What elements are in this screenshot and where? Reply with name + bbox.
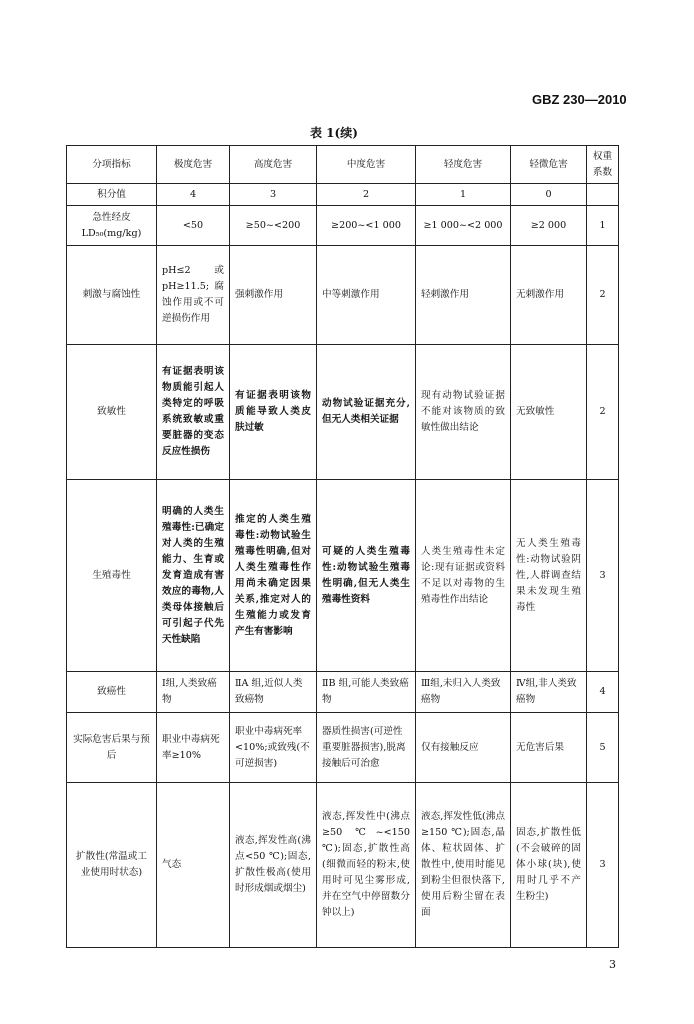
col-header: 权重系数 — [587, 146, 619, 184]
table-cell: 无危害后果 — [511, 713, 587, 783]
table-cell: 有证据表明该物质能引起人类特定的呼吸系统致敏或重要脏器的变态反应性损伤 — [157, 345, 230, 480]
table-cell: 中等刺激作用 — [317, 246, 416, 345]
col-header: 高度危害 — [230, 146, 317, 184]
weight-cell: 1 — [587, 206, 619, 246]
weight-cell: 5 — [587, 713, 619, 783]
col-header: 中度危害 — [317, 146, 416, 184]
table-cell: 可疑的人类生殖毒性:动物试验生殖毒性明确,但无人类生殖毒性资料 — [317, 480, 416, 672]
table-cell: 无刺激作用 — [511, 246, 587, 345]
row-label: 刺激与腐蚀性 — [67, 246, 157, 345]
row-label: 实际危害后果与预后 — [67, 713, 157, 783]
table-cell: ⅡA 组,近似人类致癌物 — [230, 672, 317, 713]
table-cell: 动物试验证据充分,但无人类相关证据 — [317, 345, 416, 480]
table-cell: 推定的人类生殖毒性:动物试验生殖毒性明确,但对人类生殖毒性作用尚未确定因果关系,推定对人的生殖能力或发育产生有害影响 — [230, 480, 317, 672]
col-header: 极度危害 — [157, 146, 230, 184]
table-row — [67, 206, 619, 246]
table-cell: 液态,挥发性高(沸点<50 ℃);固态,扩散性极高(使用时形成烟或烟尘) — [230, 783, 317, 948]
table-cell: 液态,挥发性中(沸点≥50 ℃~<150 ℃);固态,扩散性高(细微而轻的粉末,使用时可见尘雾形成,并在空气中停留数分钟以上) — [317, 783, 416, 948]
table-cell: 轻刺激作用 — [416, 246, 511, 345]
hazard-classification-table — [66, 145, 619, 948]
table-row — [67, 480, 619, 672]
header-row — [67, 146, 619, 184]
weight-cell: 3 — [587, 480, 619, 672]
table-cell: 无人类生殖毒性:动物试验阴性,人群调查结果未发现生殖毒性 — [511, 480, 587, 672]
table-cell: ≥50~<200 — [230, 206, 317, 246]
table-cell: ≥200~<1 000 — [317, 206, 416, 246]
weight-cell — [587, 184, 619, 206]
standard-number: GBZ 230—2010 — [532, 92, 627, 107]
table-cell: 职业中毒病死率≥10% — [157, 713, 230, 783]
row-label: 致癌性 — [67, 672, 157, 713]
table-cell: 固态,扩散性低(不会破碎的固体小球(块),使用时几乎不产生粉尘) — [511, 783, 587, 948]
score-cell: 2 — [317, 184, 416, 206]
score-cell: 3 — [230, 184, 317, 206]
table-cell: Ⅰ组,人类致癌物 — [157, 672, 230, 713]
table-cell: ≥1 000~<2 000 — [416, 206, 511, 246]
table-cell: 仅有接触反应 — [416, 713, 511, 783]
weight-cell: 4 — [587, 672, 619, 713]
table-cell: 强刺激作用 — [230, 246, 317, 345]
table-cell: ≥2 000 — [511, 206, 587, 246]
col-header: 轻微危害 — [511, 146, 587, 184]
table-cell: 职业中毒病死率<10%;或致残(不可逆损害) — [230, 713, 317, 783]
table-cell: <50 — [157, 206, 230, 246]
score-cell: 4 — [157, 184, 230, 206]
score-cell: 1 — [416, 184, 511, 206]
table-cell: 人类生殖毒性未定论:现有证据或资料不足以对毒物的生殖毒性作出结论 — [416, 480, 511, 672]
row-label: 扩散性(常温或工业使用时状态) — [67, 783, 157, 948]
table-cell: 液态,挥发性低(沸点≥150 ℃);固态,晶体、粒状固体、扩散性中,使用时能见到粉尘但很快落下,使用后粉尘留在表面 — [416, 783, 511, 948]
score-row — [67, 184, 619, 206]
table-cell: 有证据表明该物质能导致人类皮肤过敏 — [230, 345, 317, 480]
row-label: 致敏性 — [67, 345, 157, 480]
table-title: 表 1(续) — [310, 126, 358, 140]
table-row — [67, 246, 619, 345]
col-header: 轻度危害 — [416, 146, 511, 184]
table-cell: 明确的人类生殖毒性:已确定对人类的生殖能力、生育或发育造成有害效应的毒物,人类母体接触后可引起子代先天性缺陷 — [157, 480, 230, 672]
table-cell: 无致敏性 — [511, 345, 587, 480]
table-row — [67, 783, 619, 948]
row-label: 积分值 — [67, 184, 157, 206]
table-row — [67, 345, 619, 480]
table-cell: pH≤2 或 pH≥11.5;腐蚀作用或不可逆损伤作用 — [157, 246, 230, 345]
table-cell: ⅡB 组,可能人类致癌物 — [317, 672, 416, 713]
table-cell: 现有动物试验证据不能对该物质的致敏性做出结论 — [416, 345, 511, 480]
col-header: 分项指标 — [67, 146, 157, 184]
row-label: 生殖毒性 — [67, 480, 157, 672]
row-label: 急性经皮 LD₅₀(mg/kg) — [67, 206, 157, 246]
table-cell: 器质性损害(可逆性重要脏器损害),脱离接触后可治愈 — [317, 713, 416, 783]
weight-cell: 2 — [587, 345, 619, 480]
table-row — [67, 713, 619, 783]
table-cell: 气态 — [157, 783, 230, 948]
weight-cell: 2 — [587, 246, 619, 345]
weight-cell: 3 — [587, 783, 619, 948]
page-number: 3 — [609, 958, 616, 971]
table-row — [67, 672, 619, 713]
table-cell: Ⅳ组,非人类致癌物 — [511, 672, 587, 713]
table-cell: Ⅲ组,未归入人类致癌物 — [416, 672, 511, 713]
score-cell: 0 — [511, 184, 587, 206]
